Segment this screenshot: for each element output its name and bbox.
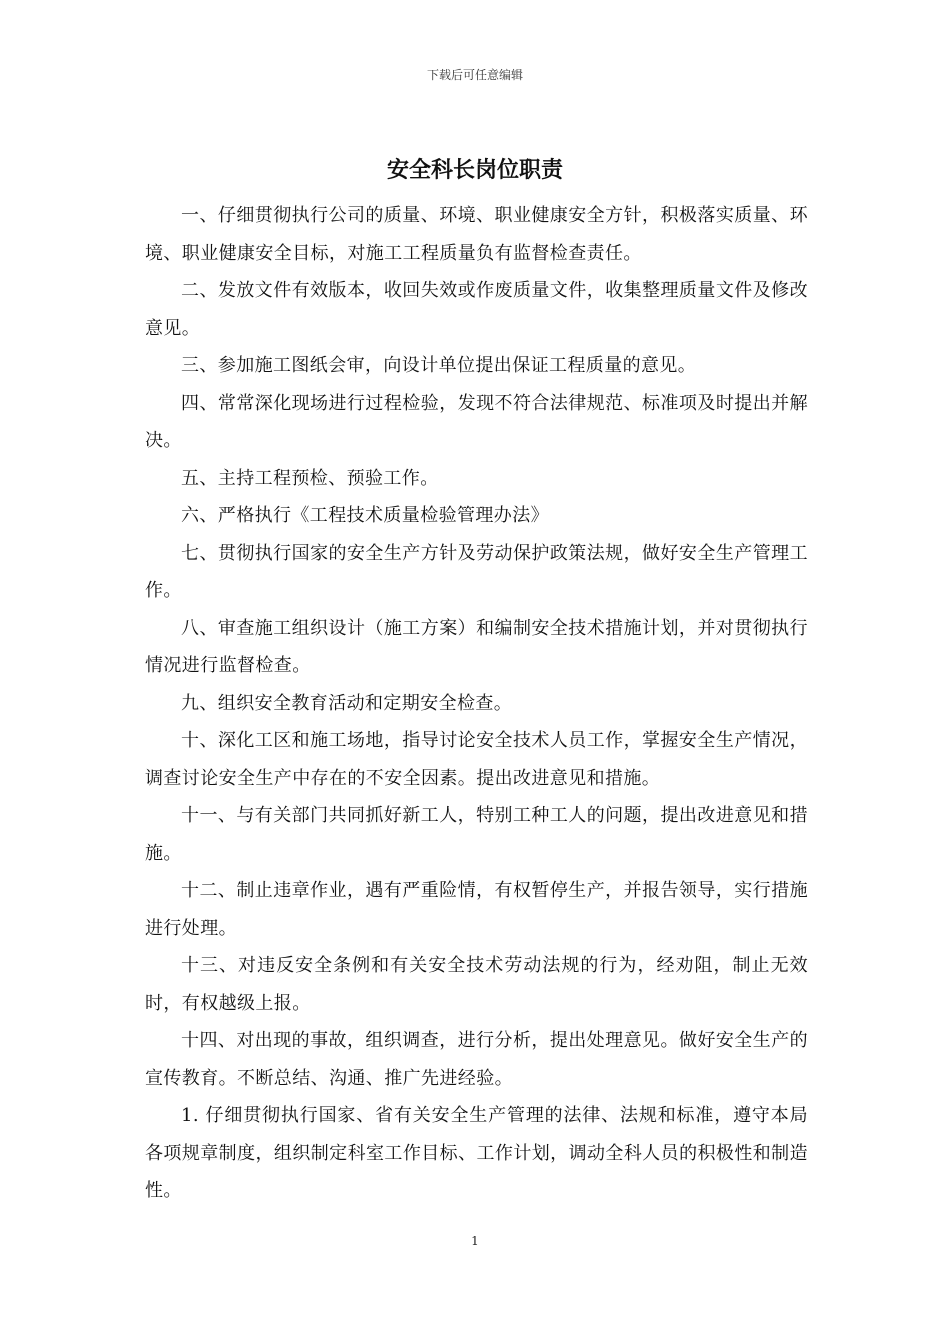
paragraph-5: 五、主持工程预检、预验工作。 xyxy=(181,467,439,489)
paragraph-11: 十一、与有关部门共同抓好新工人，特别工种工人的问题，提出改进意见和措施。 xyxy=(145,805,808,864)
paragraph-9: 九、组织安全教育活动和定期安全检查。 xyxy=(181,692,513,714)
paragraph-15: 1. 仔细贯彻执行国家、省有关安全生产管理的法律、法规和标准，遵守本局各项规章制度，组织制定科室工作目标、工作计划，调动全科人员的积极性和制造性。 xyxy=(145,1105,808,1201)
paragraph-12: 十二、制止违章作业，遇有严重险情，有权暂停生产，并报告领导，实行措施进行处理。 xyxy=(145,880,808,939)
paragraph-10: 十、深化工区和施工场地，指导讨论安全技术人员工作，掌握安全生产情况，调查讨论安全生产中存在的不安全因素。提出改进意见和措施。 xyxy=(145,730,808,789)
paragraph-2: 二、发放文件有效版本，收回失效或作废质量文件，收集整理质量文件及修改意见。 xyxy=(145,280,808,339)
document-body xyxy=(145,197,808,1210)
document-title: 安全科长岗位职责 xyxy=(386,157,563,183)
paragraph-8: 八、审查施工组织设计（施工方案）和编制安全技术措施计划，并对贯彻执行情况进行监督检查。 xyxy=(145,617,808,676)
paragraph-1: 一、仔细贯彻执行公司的质量、环境、职业健康安全方针，积极落实质量、环境、职业健康安全目标，对施工工程质量负有监督检查责任。 xyxy=(145,205,808,264)
paragraph-6: 六、严格执行《工程技术质量检验管理办法》 xyxy=(181,505,549,526)
paragraph-4: 四、常常深化现场进行过程检验，发现不符合法律规范、标准项及时提出并解决。 xyxy=(145,392,808,451)
page-number: 1 xyxy=(471,1234,479,1248)
page-header-note: 下载后可任意编辑 xyxy=(426,68,523,82)
paragraph-3: 三、参加施工图纸会审，向设计单位提出保证工程质量的意见。 xyxy=(181,355,697,376)
paragraph-13: 十三、对违反安全条例和有关安全技术劳动法规的行为，经劝阻，制止无效时，有权越级上报。 xyxy=(145,955,808,1014)
paragraph-14: 十四、对出现的事故，组织调查，进行分析，提出处理意见。做好安全生产的宣传教育。不断总结、沟通、推广先进经验。 xyxy=(145,1030,808,1089)
paragraph-7: 七、贯彻执行国家的安全生产方针及劳动保护政策法规，做好安全生产管理工作。 xyxy=(145,542,808,601)
